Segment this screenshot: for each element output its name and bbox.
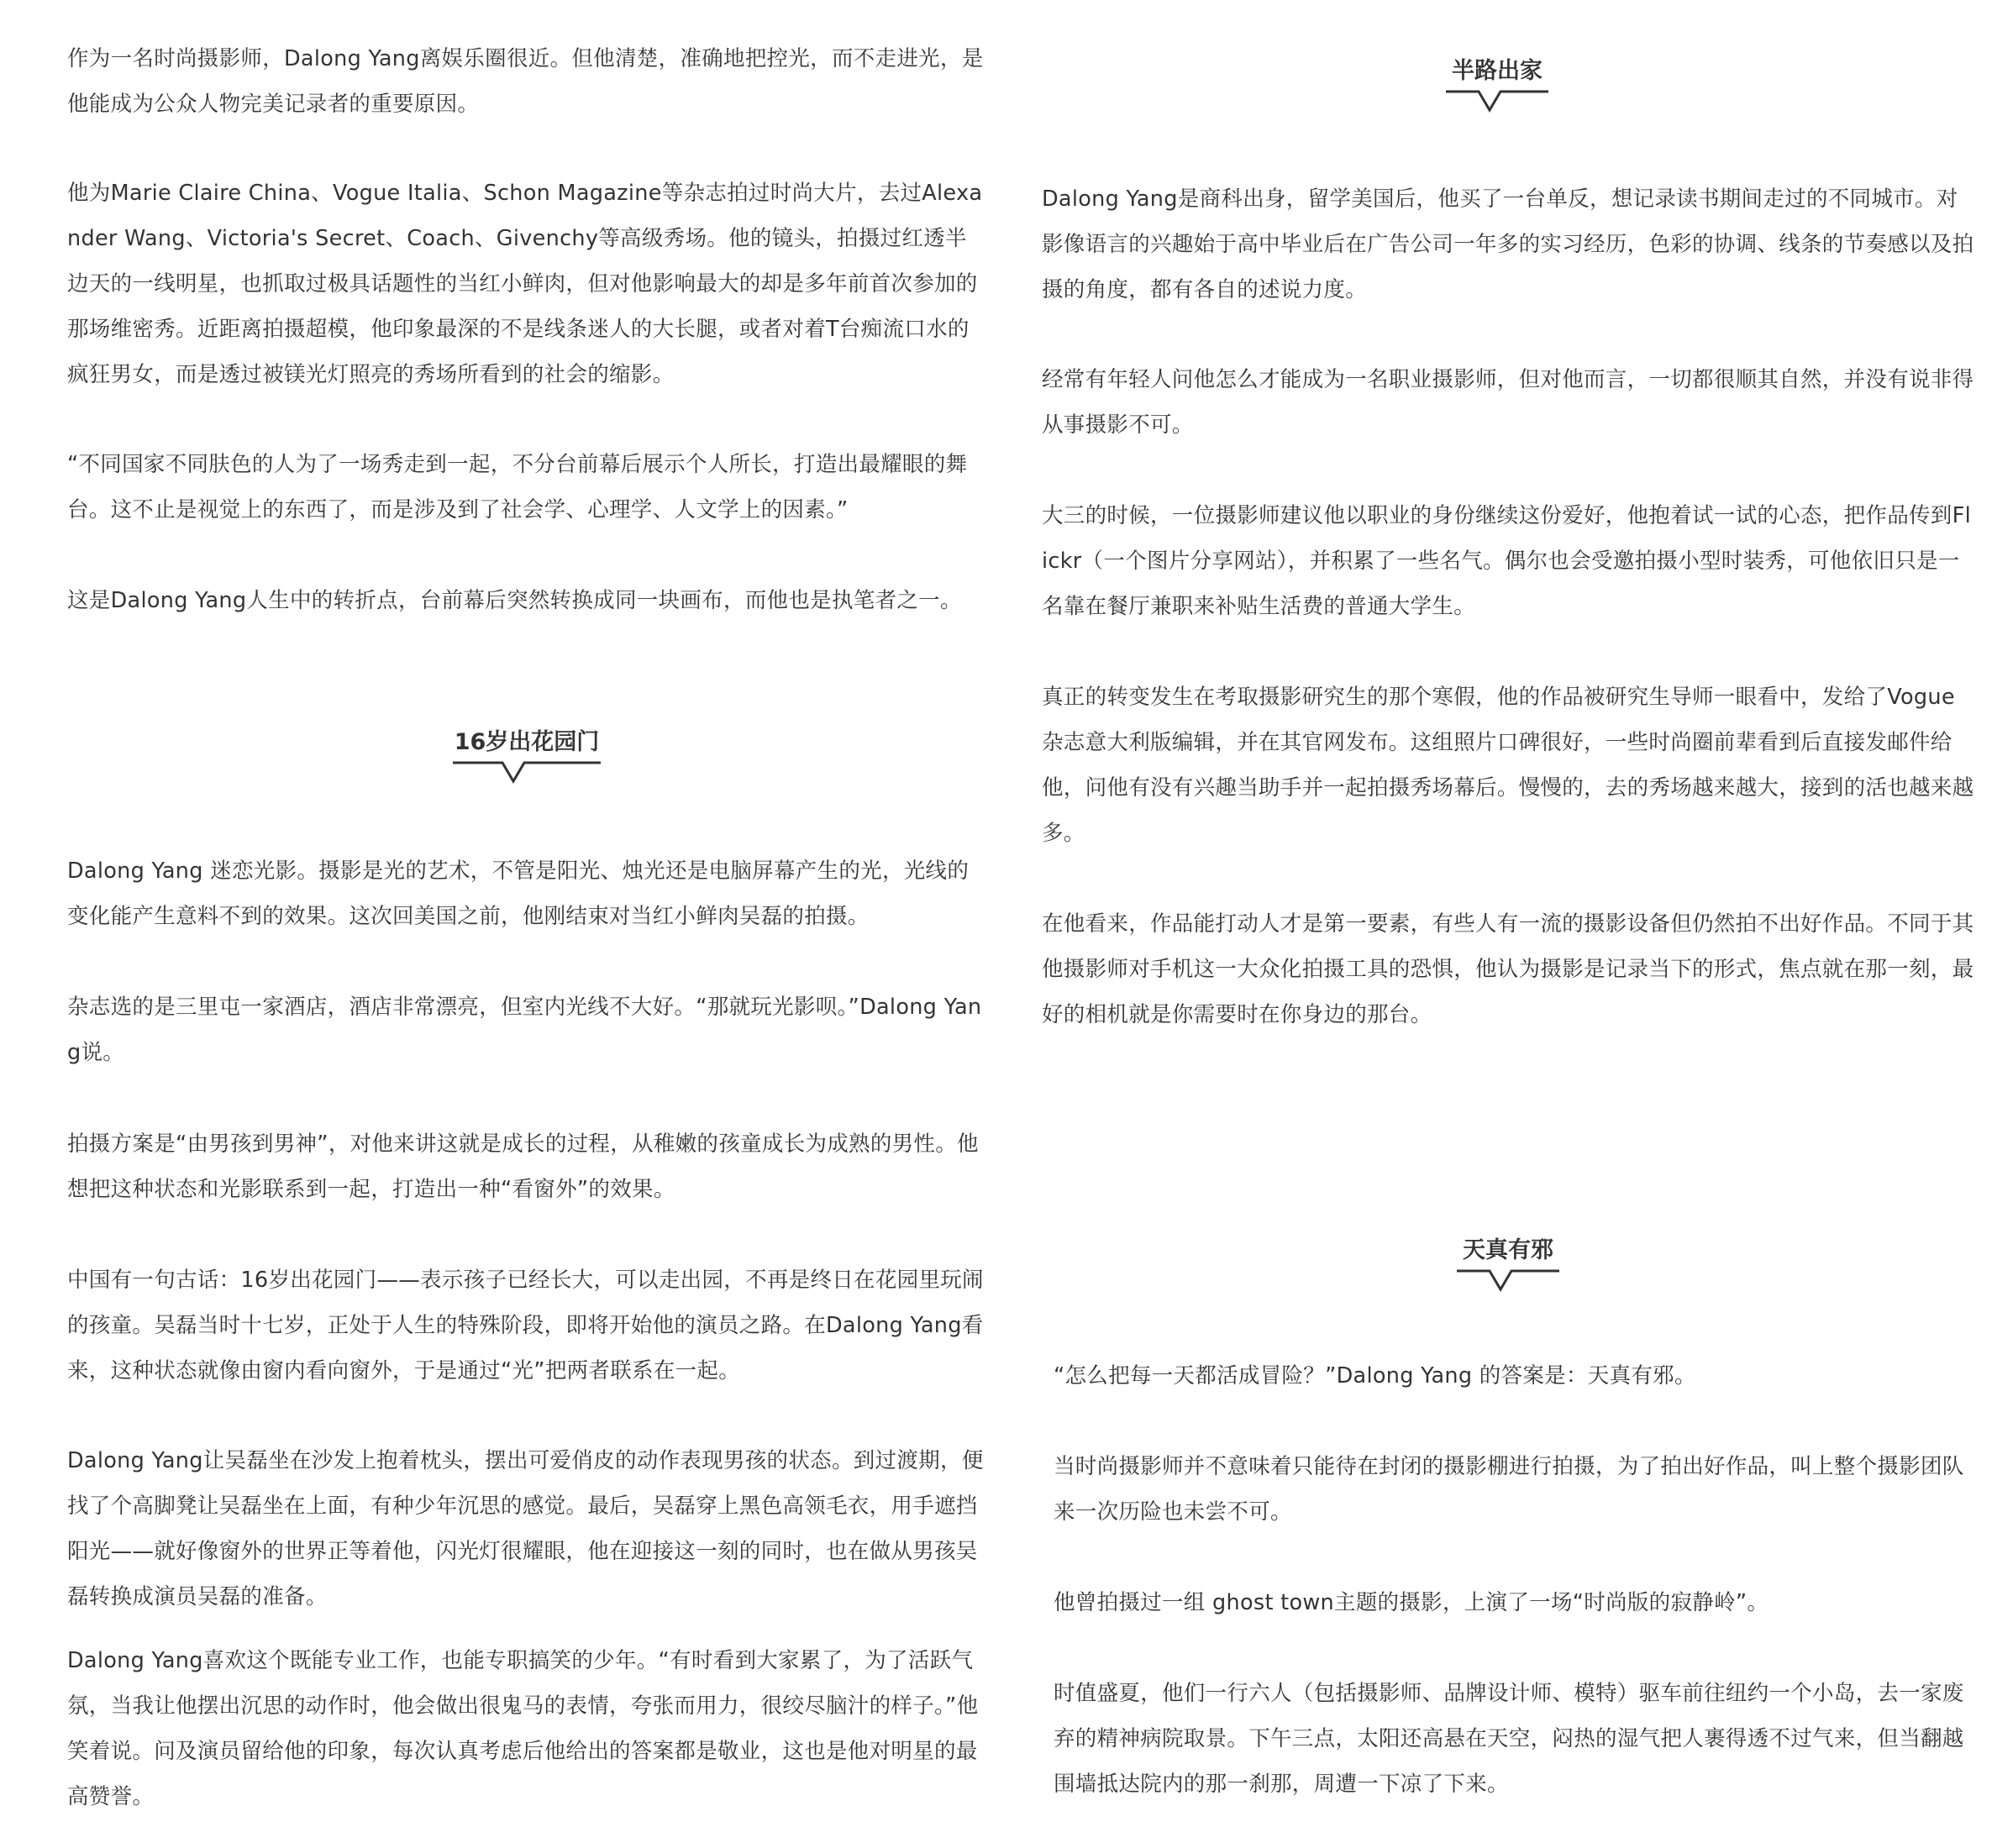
right-paragraph-1: Dalong Yang是商科出身，留学美国后，他买了一台单反，想记录读书期间走过的不同城市。对影像语言的兴趣始于高中毕业后在广告公司一年多的实习经历，色彩的协调、线条的节奏感以及拍摄的角度，都有各自的述说力度。 — [1042, 186, 1974, 302]
section-heading-text: 16岁出花园门 — [454, 729, 600, 755]
right-paragraph-9: 时值盛夏，他们一行六人（包括摄影师、品牌设计师、模特）驱车前往纽约一个小岛，去一家废弃的精神病院取景。下午三点，太阳还高悬在天空，闷热的湿气把人裹得透不过气来，但当翻越围墙抵达院内的那一刹那，周遭一下凉了下来。 — [1054, 1681, 1964, 1797]
left-paragraph-8: 中国有一句古话：16岁出花园门——表示孩子已经长大，可以走出园，不再是终日在花园里玩闹的孩童。吴磊当时十七岁，正处于人生的特殊阶段，即将开始他的演员之路。在Dalong Yang看来，这种状态就像由窗内看向窗外，于是通过“光”把两者联系在一起。 — [67, 1268, 984, 1383]
left-paragraph-2: 他为Marie Claire China、Vogue Italia、Schon Magazine等杂志拍过时尚大片，去过Alexander Wang、Victoria's Secret、Coach、Givenchy等高级秀场。他的镜头，拍摄过红透半边天的一线明星，也抓取过极具话题性的当红小鲜肉，但对他影响最大的却是多年前首次参加的那场维密秀。近距离拍摄超模，他印象最深的不是线条迷人的大长腿，或者对着T台痴流口水的疯狂男女，而是透过被镁光灯照亮的秀场所看到的社会的缩影。 — [67, 181, 983, 387]
left-paragraph-7: 拍摄方案是“由男孩到男神”，对他来讲这就是成长的过程，从稚嫩的孩童成长为成熟的男性。他想把这种状态和光影联系到一起，打造出一种“看窗外”的效果。 — [67, 1131, 979, 1202]
right-paragraph-3: 大三的时候，一位摄影师建议他以职业的身份继续这份爱好，他抱着试一试的心态，把作品传到Flickr（一个图片分享网站），并积累了一些名气。偶尔也会受邀拍摄小型时装秀，可他依旧只是一名靠在餐厅兼职来补贴生活费的普通大学生。 — [1042, 503, 1971, 619]
section-heading-innocent — [1456, 1234, 1560, 1293]
section-heading-text: 半路出家 — [1452, 58, 1543, 84]
left-paragraph-6: 杂志选的是三里屯一家酒店，酒店非常漂亮，但室内光线不大好。“那就玩光影呗。”Dalong Yang说。 — [67, 995, 982, 1065]
speech-bubble-rule-icon — [1456, 1268, 1560, 1293]
left-paragraph-5: Dalong Yang 迷恋光影。摄影是光的艺术，不管是阳光、烛光还是电脑屏幕产生的光，光线的变化能产生意料不到的效果。这次回美国之前，他刚结束对当红小鲜肉吴磊的拍摄。 — [67, 858, 970, 929]
right-paragraph-7: 当时尚摄影师并不意味着只能待在封闭的摄影棚进行拍摄，为了拍出好作品，叫上整个摄影团队来一次历险也未尝不可。 — [1054, 1454, 1964, 1525]
right-paragraph-4: 真正的转变发生在考取摄影研究生的那个寒假，他的作品被研究生导师一眼看中，发给了Vogue杂志意大利版编辑，并在其官网发布。这组照片口碑很好，一些时尚圈前辈看到后直接发邮件给他，问他有没有兴趣当助手并一起拍摄秀场幕后。慢慢的，去的秀场越来越大，接到的活也越来越多。 — [1042, 685, 1974, 846]
speech-bubble-rule-icon — [452, 759, 602, 785]
right-paragraph-5: 在他看来，作品能打动人才是第一要素，有些人有一流的摄影设备但仍然拍不出好作品。不同于其他摄影师对手机这一大众化拍摄工具的恐惧，他认为摄影是记录当下的形式，焦点就在那一刻，最好的相机就是你需要时在你身边的那台。 — [1042, 911, 1974, 1027]
left-paragraph-10: Dalong Yang喜欢这个既能专业工作，也能专职搞笑的少年。“有时看到大家累了，为了活跃气氛，当我让他摆出沉思的动作时，他会做出很鬼马的表情，夸张而用力，很绞尽脑汁的样子。”他笑着说。问及演员留给他的印象，每次认真考虑后他给出的答案都是敬业，这也是他对明星的最高赞誉。 — [67, 1648, 979, 1809]
right-paragraph-2: 经常有年轻人问他怎么才能成为一名职业摄影师，但对他而言，一切都很顺其自然，并没有说非得从事摄影不可。 — [1042, 367, 1974, 438]
section-heading-16-years — [452, 726, 602, 785]
left-paragraph-1: 作为一名时尚摄影师，Dalong Yang离娱乐圈很近。但他清楚，准确地把控光，而不走进光，是他能成为公众人物完美记录者的重要原因。 — [67, 46, 984, 117]
left-paragraph-4: 这是Dalong Yang人生中的转折点，台前幕后突然转换成同一块画布，而他也是执笔者之一。 — [67, 588, 962, 613]
section-heading-text: 天真有邪 — [1463, 1237, 1553, 1263]
section-heading-halfway — [1445, 55, 1549, 113]
left-paragraph-3: “不同国家不同肤色的人为了一场秀走到一起，不分台前幕后展示个人所长，打造出最耀眼的舞台。这不止是视觉上的东西了，而是涉及到了社会学、心理学、人文学上的因素。” — [67, 452, 968, 522]
right-paragraph-6: “怎么把每一天都活成冒险？”Dalong Yang 的答案是：天真有邪。 — [1054, 1363, 1696, 1389]
left-paragraph-9: Dalong Yang让吴磊坐在沙发上抱着枕头，摆出可爱俏皮的动作表现男孩的状态。到过渡期，便找了个高脚凳让吴磊坐在上面，有种少年沉思的感觉。最后，吴磊穿上黑色高领毛衣，用手遮挡阳光——就好像窗外的世界正等着他，闪光灯很耀眼，他在迎接这一刻的同时，也在做从男孩吴磊转换成演员吴磊的准备。 — [67, 1448, 984, 1609]
right-paragraph-8: 他曾拍摄过一组 ghost town主题的摄影，上演了一场“时尚版的寂静岭”。 — [1054, 1590, 1769, 1615]
speech-bubble-rule-icon — [1445, 88, 1549, 113]
